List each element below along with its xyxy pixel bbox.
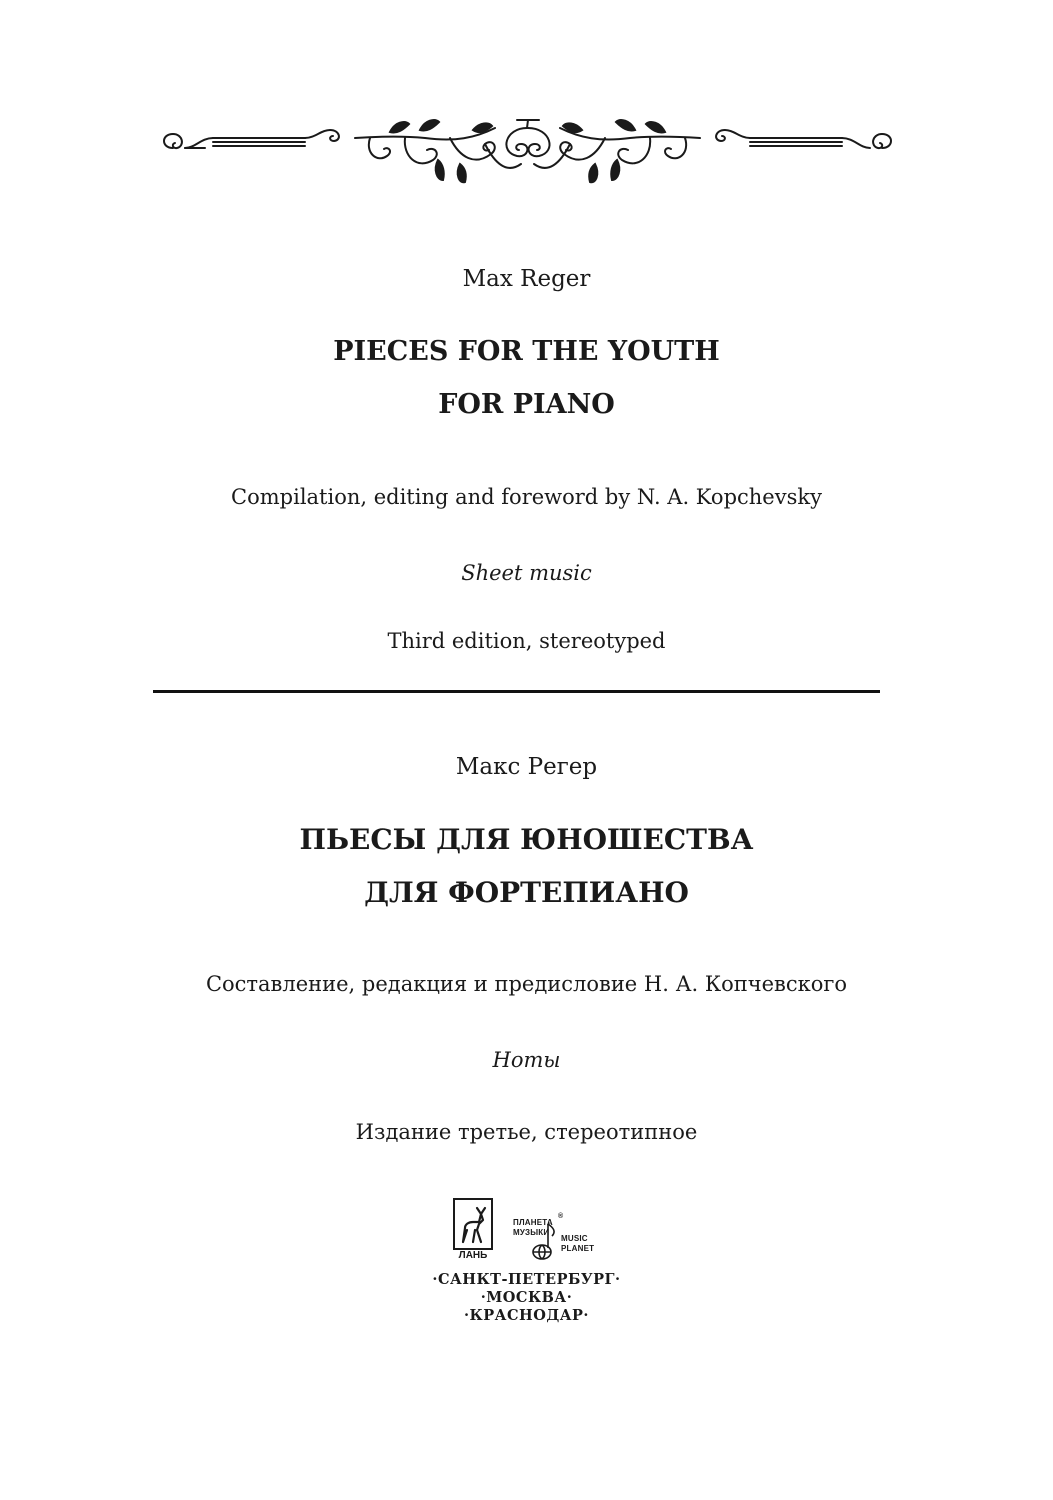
edition-label-ru: Издание третье, стереотипное [355,1120,698,1144]
genre-label-en: Sheet music [461,561,592,585]
edition-label-en: Third edition, stereotyped [387,629,666,653]
section-divider [153,690,880,693]
title-line-2-en: FOR PIANO [438,389,615,420]
city-moscow: ·МОСКВА· [480,1289,573,1306]
title-line-1-ru: ПЬЕСЫ ДЛЯ ЮНОШЕСТВА [299,823,754,856]
title-line-1-en: PIECES FOR THE YOUTH [333,336,720,367]
credit-line-ru: Составление, редакция и предисловие Н. А. Копчевского [205,972,848,996]
music-planet-ru-line1: ПЛАНЕТА [513,1218,553,1227]
genre-label-ru: Ноты [492,1048,561,1072]
lan-logo-text: ЛАНЬ [458,1250,488,1261]
author-name-ru: Макс Регер [455,754,598,780]
credit-line-en: Compilation, editing and foreword by N. A. Kopchevsky [231,485,822,509]
floral-ornament-icon [155,108,900,190]
author-name-en: Max Reger [462,266,591,292]
music-planet-ru-line2: МУЗЫКИ [513,1228,550,1237]
music-note-globe-icon [522,1222,562,1262]
city-saint-petersburg: ·САНКТ-ПЕТЕРБУРГ· [432,1271,621,1288]
music-planet-en-line2: PLANET [561,1244,595,1253]
registered-mark: ® [558,1213,564,1220]
publisher-logos [0,1198,1053,1268]
title-line-2-ru: ДЛЯ ФОРТЕПИАНО [364,876,689,909]
city-krasnodar: ·КРАСНОДАР· [464,1307,589,1324]
music-planet-en-line1: MUSIC [561,1234,588,1243]
